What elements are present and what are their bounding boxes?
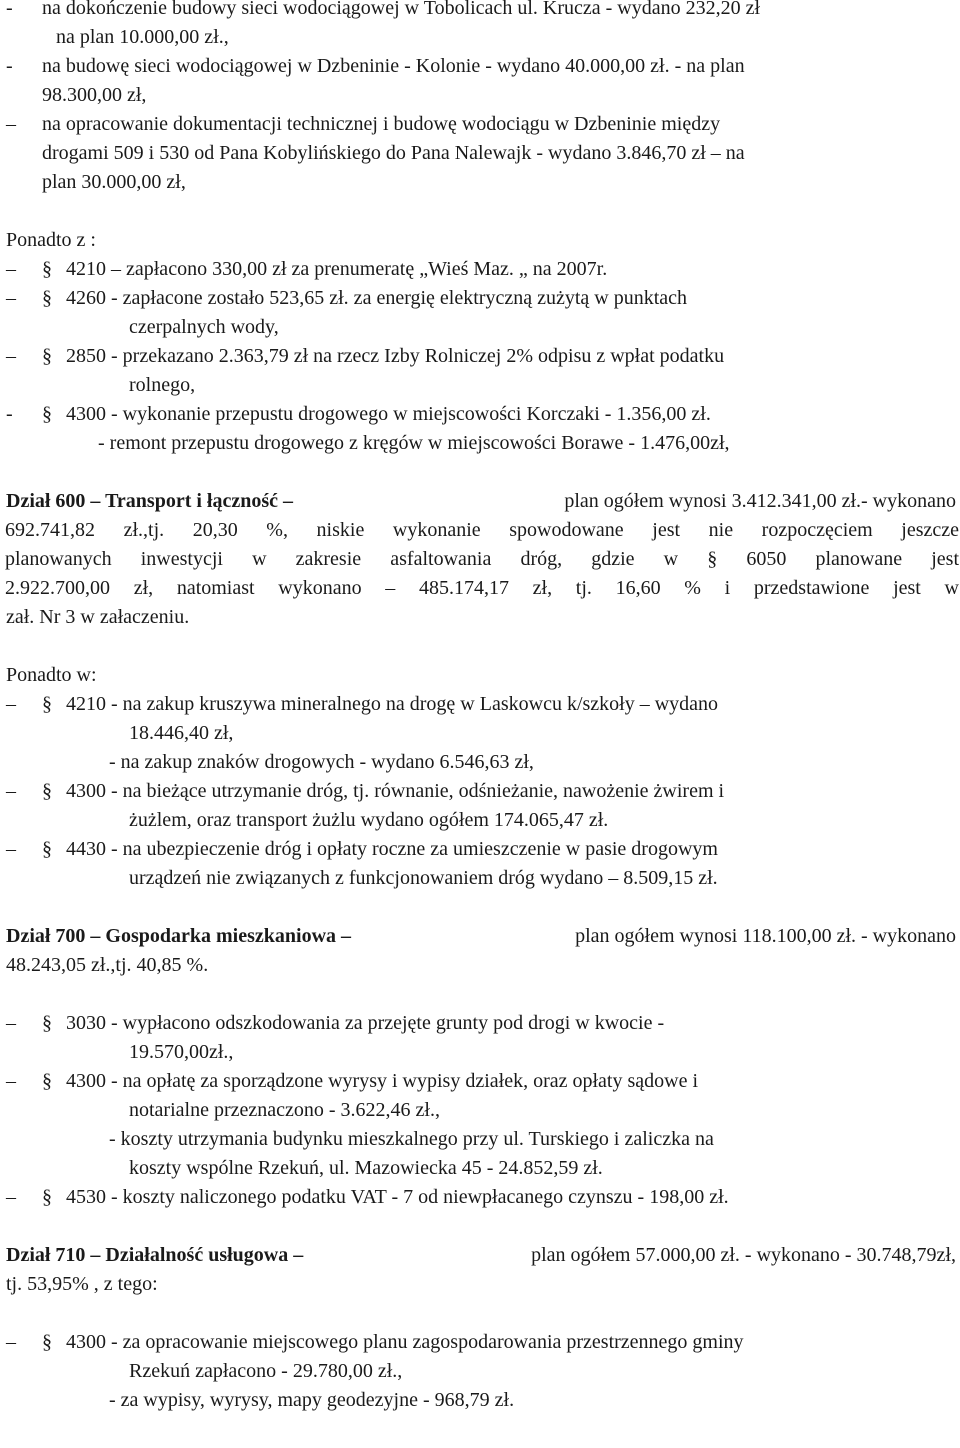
ponadto-label: Ponadto z : [6, 229, 96, 251]
text-line: 98.300,00 zł, [42, 84, 147, 106]
text-line: koszty wspólne Rzekuń, ul. Mazowiecka 45 - 24.852,59 zł. [129, 1157, 603, 1179]
text-line: 18.446,40 zł, [129, 722, 234, 744]
list-dash: - [6, 403, 13, 425]
text-line: 3030 - wypłacono odszkodowania za przejęte grunty pod drogi w kwocie - [66, 1012, 665, 1034]
list-dash: – [6, 1070, 16, 1092]
text-line: 19.570,00zł., [129, 1041, 234, 1063]
text-line: 4430 - na ubezpieczenie dróg i opłaty roczne za umieszczenie w pasie drogowym [66, 838, 718, 860]
list-dash: – [6, 1012, 16, 1034]
paragraph-sign: § [42, 693, 52, 715]
text-line: czerpalnych wody, [129, 316, 279, 338]
text-line: plan ogółem wynosi 3.412.341,00 zł.- wykonano [564, 490, 956, 512]
text-line: rolnego, [129, 374, 196, 396]
text-line: 2.922.700,00 zł, natomiast wykonano – 485.174,17 zł, tj. 16,60 % i przedstawione jest w [5, 577, 959, 599]
text-line: na plan 10.000,00 zł., [56, 26, 229, 48]
text-line: Rzekuń zapłacono - 29.780,00 zł., [129, 1360, 403, 1382]
text-line: - remont przepustu drogowego z kręgów w miejscowości Borawe - 1.476,00zł, [98, 432, 730, 454]
dzial-710-title: Dział 710 – Działalność usługowa – [6, 1244, 304, 1266]
dzial-600-title: Dział 600 – Transport i łączność – [6, 490, 294, 512]
text-line: plan ogółem wynosi 118.100,00 zł. - wykonano [575, 925, 956, 947]
paragraph-sign: § [42, 838, 52, 860]
text-line: 4300 - na bieżące utrzymanie dróg, tj. równanie, odśnieżanie, nawożenie żwirem i [66, 780, 725, 802]
paragraph-sign: § [42, 1186, 52, 1208]
paragraph-sign: § [42, 345, 52, 367]
dzial-710-header [6, 1241, 956, 1270]
text-line: 4210 – zapłacono 330,00 zł za prenumeratę „Wieś Maz. „ na 2007r. [66, 258, 608, 280]
text-line: 2850 - przekazano 2.363,79 zł na rzecz Izby Rolniczej 2% odpisu z wpłat podatku [66, 345, 725, 367]
text-line: - za wypisy, wyrysy, mapy geodezyjne - 968,79 zł. [109, 1389, 515, 1411]
paragraph-sign: § [42, 1331, 52, 1353]
text-line: 4530 - koszty naliczonego podatku VAT - 7 od niewpłacanego czynszu - 198,00 zł. [66, 1186, 729, 1208]
list-dash: - [6, 55, 13, 77]
text-line: notarialne przeznaczono - 3.622,46 zł., [129, 1099, 440, 1121]
text-line: - na zakup znaków drogowych - wydano 6.546,63 zł, [109, 751, 534, 773]
dzial-700-title: Dział 700 – Gospodarka mieszkaniowa – [6, 925, 352, 947]
dzial-700-header [6, 922, 956, 951]
list-dash: – [6, 113, 16, 135]
paragraph-sign: § [42, 1070, 52, 1092]
dzial-600-header [6, 487, 956, 516]
text-line: drogami 509 i 530 od Pana Kobylińskiego do Pana Nalewajk - wydano 3.846,70 zł – na [42, 142, 745, 164]
list-dash: – [6, 1331, 16, 1353]
text-line: 4300 - za opracowanie miejscowego planu zagospodarowania przestrzennego gminy [66, 1331, 744, 1353]
paragraph-sign: § [42, 403, 52, 425]
text-line: tj. 53,95% , z tego: [6, 1273, 158, 1295]
text-line: na dokończenie budowy sieci wodociągowej w Tobolicach ul. Krucza - wydano 232,20 zł [42, 0, 761, 19]
paragraph-sign: § [42, 1012, 52, 1034]
text-line: - koszty utrzymania budynku mieszkalnego przy ul. Turskiego i zaliczka na [109, 1128, 714, 1150]
text-line: planowanych inwestycji w zakresie asfaltowania dróg, gdzie w § 6050 planowane jest [5, 548, 959, 570]
text-line: na budowę sieci wodociągowej w Dzbeninie - Kolonie - wydano 40.000,00 zł. - na plan [42, 55, 745, 77]
text-line: na opracowanie dokumentacji technicznej i budowę wodociągu w Dzbeninie między [42, 113, 721, 135]
paragraph-sign: § [42, 258, 52, 280]
list-dash: – [6, 258, 16, 280]
list-dash: – [6, 287, 16, 309]
list-dash: - [6, 0, 13, 19]
list-dash: – [6, 345, 16, 367]
text-line: 4260 - zapłacone zostało 523,65 zł. za energię elektryczną zużytą w punktach [66, 287, 688, 309]
text-line: żużlem, oraz transport żużlu wydano ogółem 174.065,47 zł. [129, 809, 609, 831]
text-line: plan 30.000,00 zł, [42, 171, 186, 193]
list-dash: – [6, 780, 16, 802]
list-dash: – [6, 1186, 16, 1208]
list-dash: – [6, 838, 16, 860]
list-dash: – [6, 693, 16, 715]
text-line: plan ogółem 57.000,00 zł. - wykonano - 30.748,79zł, [531, 1244, 956, 1266]
text-line: 48.243,05 zł.,tj. 40,85 %. [6, 954, 209, 976]
text-line: 4210 - na zakup kruszywa mineralnego na drogę w Laskowcu k/szkoły – wydano [66, 693, 719, 715]
text-line: urządzeń nie związanych z funkcjonowaniem dróg wydano – 8.509,15 zł. [129, 867, 718, 889]
text-line: zał. Nr 3 w załaczeniu. [6, 606, 190, 628]
text-line: 692.741,82 zł.,tj. 20,30 %, niskie wykonanie spowodowane jest nie rozpoczęciem jeszcze [5, 519, 959, 541]
paragraph-sign: § [42, 780, 52, 802]
ponadto-label: Ponadto w: [6, 664, 97, 686]
paragraph-sign: § [42, 287, 52, 309]
text-line: 4300 - na opłatę za sporządzone wyrysy i wypisy działek, oraz opłaty sądowe i [66, 1070, 699, 1092]
text-line: 4300 - wykonanie przepustu drogowego w miejscowości Korczaki - 1.356,00 zł. [66, 403, 711, 425]
